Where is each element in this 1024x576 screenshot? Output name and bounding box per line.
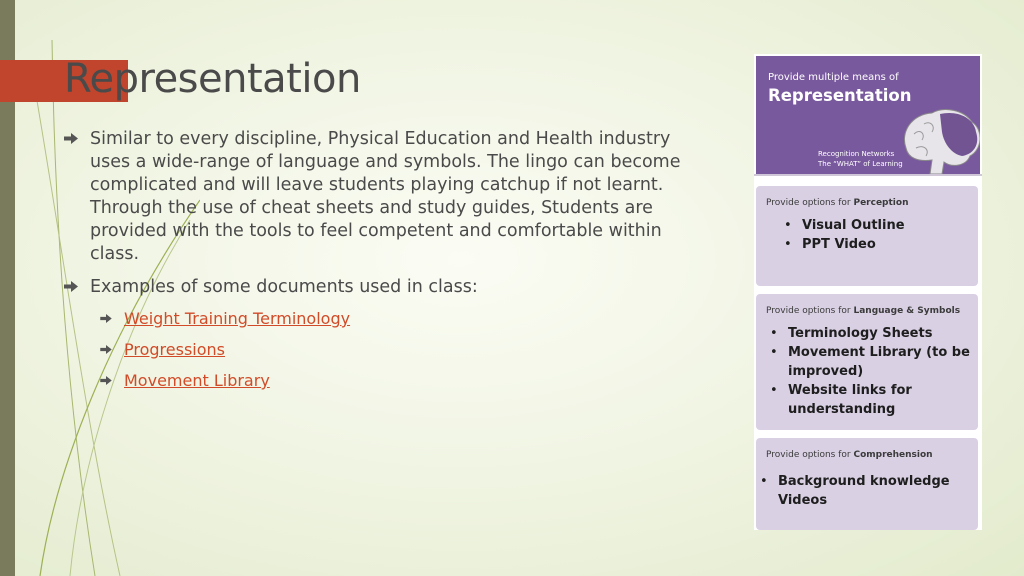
udl-perception-box: [756, 186, 978, 286]
sub-bullet-item: [100, 371, 704, 394]
brain-icon: [896, 104, 980, 176]
bullet-item: [64, 276, 704, 299]
udl-box-title: Provide options for Comprehension: [766, 450, 933, 460]
bullet-item: [64, 128, 704, 266]
sub-bullet-item: [100, 309, 704, 332]
arrow-bullet-icon: [100, 376, 112, 385]
udl-network-label: Recognition Networks: [818, 150, 895, 158]
udl-comprehension-box: [756, 438, 978, 530]
link-weight-training-terminology[interactable]: Weight Training Terminology: [124, 309, 351, 328]
udl-item: • Visual Outline: [784, 218, 905, 233]
bullet-text: Similar to every discipline, Physical Education and Health industry uses a wide-range of language and symbols. The lingo can become complicated and will leave students playing catchup if not learnt. Through the use of cheat sheets and study guides, Students are provided with the tools to feel competent and comfortable within class.: [90, 129, 681, 264]
arrow-bullet-icon: [100, 345, 112, 354]
udl-header-title: Representation: [768, 86, 912, 105]
udl-item: • Terminology Sheets: [770, 326, 933, 341]
udl-language-box: [756, 294, 978, 430]
sub-bullet-item: [100, 340, 704, 363]
slide-content: [64, 128, 704, 394]
udl-network-sublabel: The “WHAT” of Learning: [818, 160, 903, 168]
slide-title: Representation: [64, 56, 361, 102]
udl-item: • Movement Library (to be improved): [770, 345, 970, 379]
arrow-bullet-icon: [100, 314, 112, 323]
arrow-bullet-icon: [64, 133, 78, 144]
arrow-bullet-icon: [64, 281, 78, 292]
udl-box-title: Provide options for Perception: [766, 198, 909, 208]
udl-header-subtitle: Provide multiple means of: [768, 72, 899, 83]
udl-item: • PPT Video: [784, 237, 876, 252]
udl-header: [756, 56, 980, 176]
udl-box-title: Provide options for Language & Symbols: [766, 306, 961, 316]
link-movement-library[interactable]: Movement Library: [124, 371, 270, 390]
udl-item: • Website links for understanding: [770, 383, 912, 417]
udl-representation-image: [754, 54, 982, 530]
udl-header-strip: [754, 174, 982, 176]
bullet-text: Examples of some documents used in class:: [90, 277, 478, 297]
link-progressions[interactable]: Progressions: [124, 340, 225, 359]
udl-item: • Background knowledge Videos: [760, 474, 950, 508]
